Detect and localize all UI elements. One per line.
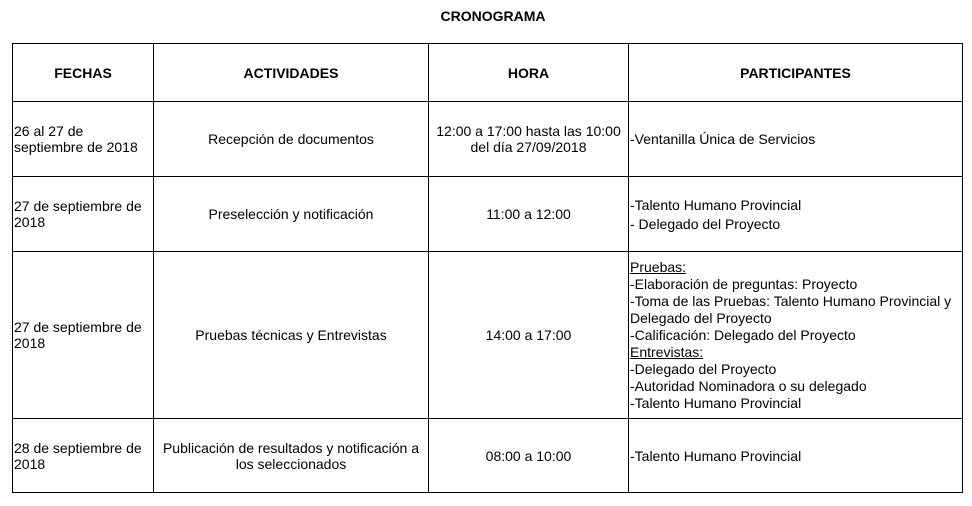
- cell-fecha: 28 de septiembre de 2018: [13, 419, 154, 493]
- participant-item: -Ventanilla Única de Servicios: [630, 131, 816, 147]
- cell-hora: 11:00 a 12:00: [429, 177, 629, 252]
- cell-actividad: Recepción de documentos: [154, 102, 429, 177]
- cell-participantes: [629, 102, 963, 177]
- header-hora: HORA: [429, 44, 629, 102]
- header-fechas: FECHAS: [13, 44, 154, 102]
- header-row: [13, 44, 963, 102]
- cell-participantes: [629, 177, 963, 252]
- participant-item: -Autoridad Nominadora o su delegado: [630, 377, 867, 394]
- entrevistas-label: Entrevistas:: [630, 343, 704, 360]
- table-row: [13, 419, 963, 493]
- participant-item: - Delegado del Proyecto: [630, 215, 781, 232]
- participant-item: -Elaboración de preguntas: Proyecto: [630, 275, 858, 292]
- participant-item: -Talento Humano Provincial: [630, 196, 802, 213]
- table-row: [13, 252, 963, 419]
- cell-fecha: 27 de septiembre de 2018: [13, 177, 154, 252]
- header-participantes: PARTICIPANTES: [629, 44, 963, 102]
- participant-item: -Delegado del Proyecto: [630, 360, 777, 377]
- cell-hora: 14:00 a 17:00: [429, 252, 629, 419]
- cell-fecha: 26 al 27 de septiembre de 2018: [13, 102, 154, 177]
- pruebas-label: Pruebas:: [630, 258, 687, 275]
- participant-item: -Talento Humano Provincial: [630, 394, 802, 411]
- cell-actividad: Pruebas técnicas y Entrevistas: [154, 252, 429, 419]
- participant-item: -Calificación: Delegado del Proyecto: [630, 326, 856, 343]
- schedule-table: [12, 43, 963, 493]
- cell-participantes: [629, 419, 963, 493]
- participant-item: -Toma de las Pruebas: Talento Humano Provincial y Delegado del Proyecto: [630, 292, 952, 326]
- table-row: [13, 102, 963, 177]
- cell-actividad: Preselección y notificación: [154, 177, 429, 252]
- header-actividades: ACTIVIDADES: [154, 44, 429, 102]
- table-row: [13, 177, 963, 252]
- cell-hora: 12:00 a 17:00 hasta las 10:00 del día 27/09/2018: [429, 102, 629, 177]
- cell-hora: 08:00 a 10:00: [429, 419, 629, 493]
- participant-item: -Talento Humano Provincial: [630, 447, 802, 464]
- page-title: CRONOGRAMA: [440, 8, 546, 24]
- cell-participantes: [629, 252, 963, 419]
- cell-fecha: 27 de septiembre de 2018: [13, 252, 154, 419]
- cell-actividad: Publicación de resultados y notificación a los seleccionados: [154, 419, 429, 493]
